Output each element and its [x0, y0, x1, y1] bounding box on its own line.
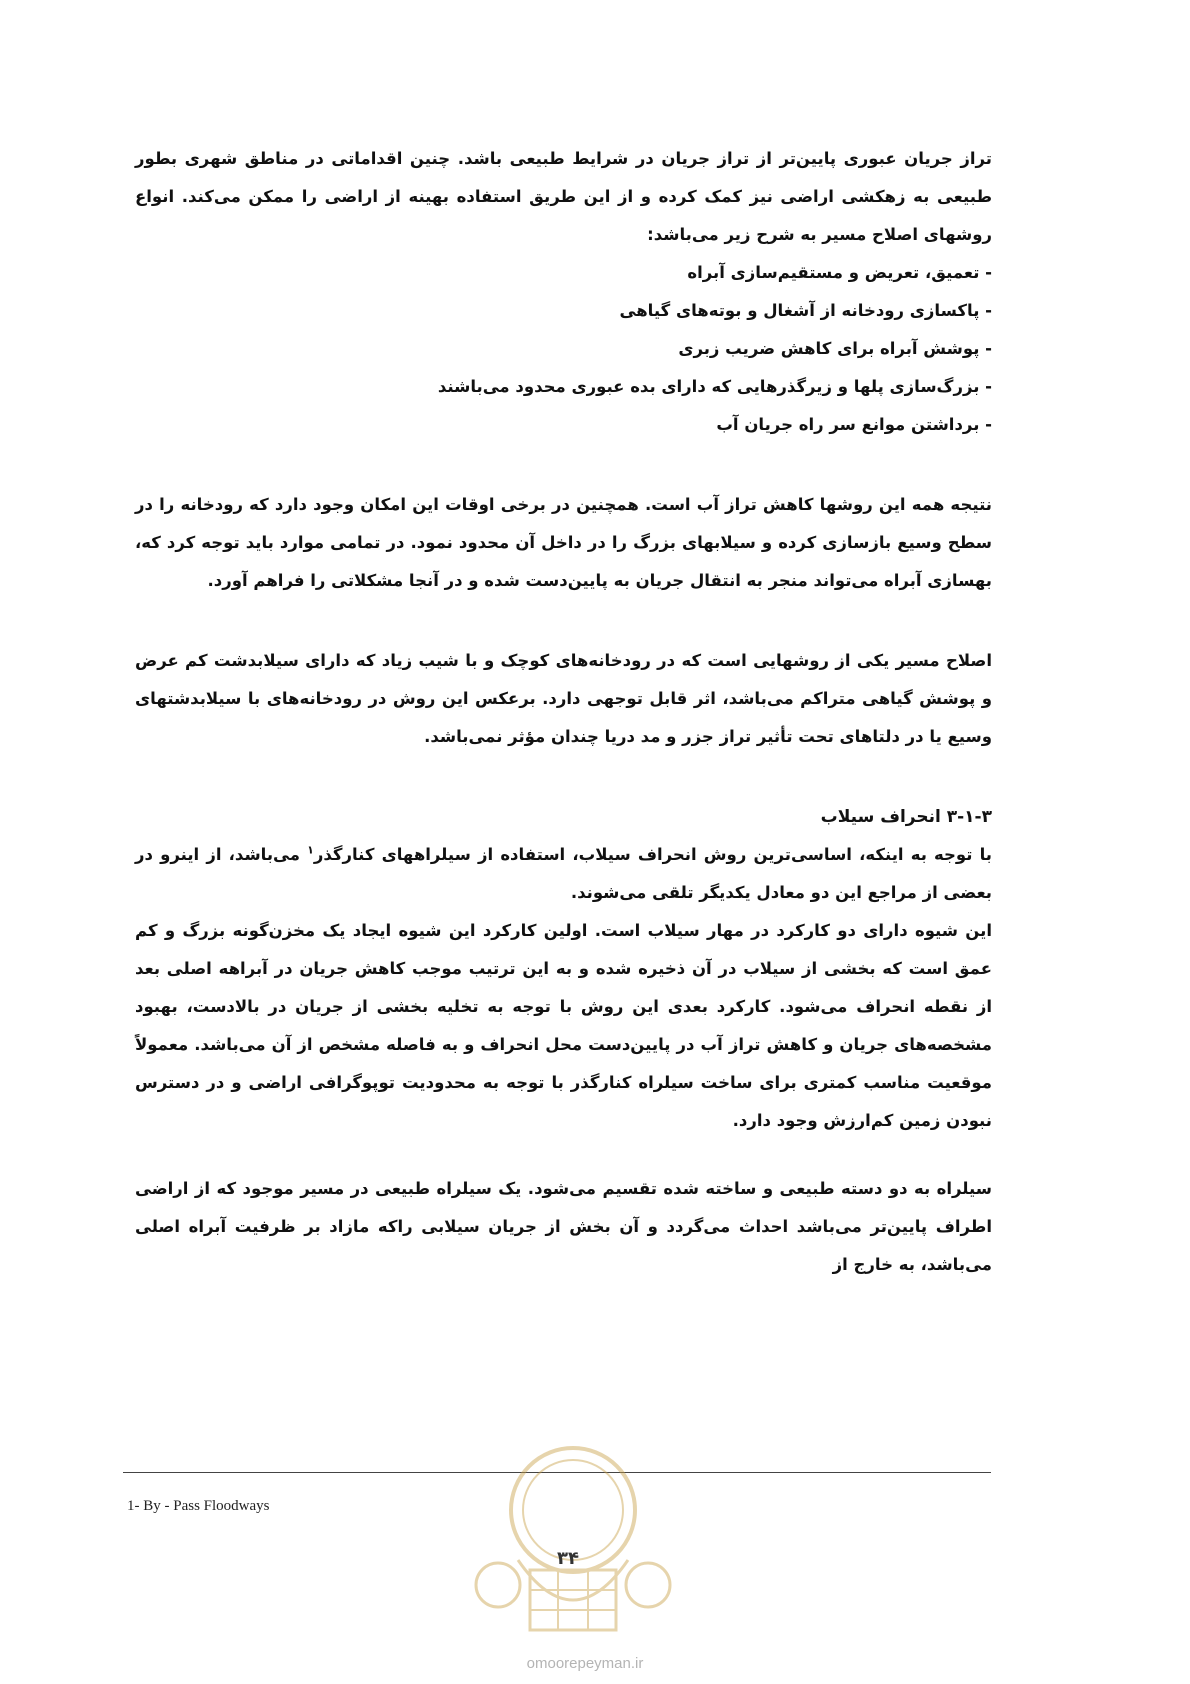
- list-item: - برداشتن موانع سر راه جریان آب: [716, 415, 992, 434]
- main-text: [135, 140, 992, 1284]
- list-item: - پاکسازی رودخانه از آشغال و بوته‌های گیاهی: [619, 301, 992, 320]
- list-item: - تعمیق، تعریض و مستقیم‌سازی آبراه: [687, 263, 992, 282]
- page-number: ۳۴: [557, 1548, 579, 1569]
- footnote-marker: ۱: [307, 843, 314, 857]
- paragraph-bypass-text-end: می‌باشد، از اینرو در بعضی از مراجع این دو معادل یکدیگر تلقی می‌شوند.: [135, 845, 992, 902]
- paragraph-bypass-text: با توجه به اینکه، اساسی‌ترین روش انحراف سیلاب، استفاده از سیلراههای کنارگذر: [313, 845, 992, 864]
- paragraph-result: نتیجه همه این روشها کاهش تراز آب است. همچنین در برخی اوقات این امکان وجود دارد که رودخانه را در سطح وسیع بازسازی کرده و سیلابهای بزرگ را در داخل آن محدود نمود. در تمامی موارد باید توجه کرد که، بهسازی آبراه می‌تواند منجر به انتقال جریان به پایین‌دست شده و در آنجا مشکلاتی را فراهم آورد.: [135, 495, 992, 590]
- spacer: [135, 444, 992, 486]
- footnote: 1- By - Pass Floodways: [127, 1498, 270, 1514]
- watermark-logo: [458, 1440, 688, 1650]
- list-item: - بزرگ‌سازی پلها و زیرگذرهایی که دارای بده عبوری محدود می‌باشند: [437, 377, 992, 396]
- methods-list: [135, 254, 992, 444]
- section-heading: ۳-۱-۳ انحراف سیلاب: [820, 807, 992, 827]
- paragraph-bypass: [135, 836, 992, 912]
- list-item: - پوشش آبراه برای کاهش ضریب زبری: [678, 339, 992, 358]
- paragraph-river-correction: اصلاح مسیر یکی از روشهایی است که در رودخانه‌های کوچک و با شیب زیاد که دارای سیلابدشت کم عرض و پوشش گیاهی متراکم می‌باشد، اثر قابل توجهی دارد. برعکس این روش در رودخانه‌های با سیلابدشتهای وسیع یا در دلتاهای تحت تأثیر تراز جزر و مد دریا چندان مؤثر نمی‌باشد.: [135, 651, 992, 746]
- spacer: [135, 600, 992, 642]
- spacer: [135, 756, 992, 798]
- paragraph-intro: تراز جریان عبوری پایین‌تر از تراز جریان در شرایط طبیعی باشد. چنین اقداماتی در مناطق شهری بطور طبیعی به زهکشی اراضی نیز کمک کرده و از این طریق استفاده بهینه از اراضی را ممکن می‌کند. انواع روشهای اصلاح مسیر به شرح زیر می‌باشد:: [135, 149, 992, 244]
- paragraph-floodway-types: سیلراه به دو دسته طبیعی و ساخته شده تقسیم می‌شود. یک سیلراه طبیعی در مسیر موجود که از اراضی اطراف پایین‌تر می‌باشد احداث می‌گردد و آن بخش از جریان سیلابی راکه مازاد بر ظرفیت آبراه اصلی می‌باشد، به خارج از: [135, 1179, 992, 1274]
- paragraph-functions: این شیوه دارای دو کارکرد در مهار سیلاب است. اولین کارکرد این شیوه ایجاد یک مخزن‌گونه بزرگ و کم عمق است که بخشی از سیلاب در آن ذخیره شده و به این ترتیب موجب کاهش جریان در آبراهه اصلی بعد از نقطه انحراف می‌شود. کارکرد بعدی این روش با توجه به تخلیه بخشی از جریان در بالادست، بهبود مشخصه‌های جریان و کاهش تراز آب در پایین‌دست محل انحراف و به فاصله مشخص از آن می‌باشد. معمولاً موقعیت مناسب کمتری برای ساخت سیلراه کنارگذر با توجه به محدودیت توپوگرافی اراضی و در دسترس نبودن زمین کم‌ارزش وجود دارد.: [135, 921, 992, 1130]
- spacer: [135, 1140, 992, 1170]
- watermark-url: omoorepeyman.ir: [526, 1655, 644, 1672]
